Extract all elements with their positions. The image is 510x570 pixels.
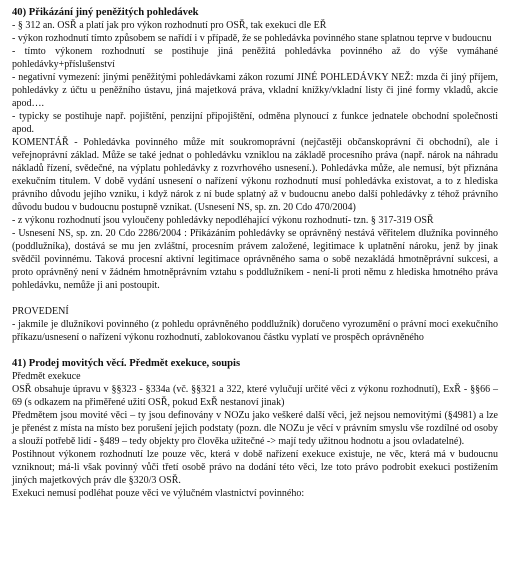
komentar-paragraph: KOMENTÁŘ - Pohledávka povinného může mít soukromoprávní (nejčastěji občanskoprávní či obchodní), ale i veřejnoprávní základ. Může se také jednat o pohledávku vzniklou na základě procesního práva (např. nárok na náhradu nákladů řízení, svědečné, na výplatu pohledávky z rozvrhového usnesení.). Pohledávka může, ale nemusí, být přiznána exekučním titulem. V době vydání usnesení o nařízení výkonu rozhodnutí musí pohledávka existovat, a to z hlediska právního důvodu jejího vzniku, i když nárok z ní bude splatný až v budoucnu anebo další pohledávky z téhož právního důvodu budou v budoucnu postupně vznikat. (Usnesení NS, sp. zn. 20 Cdo 470/2004) [12, 137, 498, 213]
section-41-paragraph: OSŘ obsahuje úpravu v §§323 - §334a (vč. §§321 a 322, které vylučují určité věci z výkonu rozhodnutí), ExŘ - §§66 – 69 (s odkazem na přiměřené užití OSŘ, pokud ExŘ nestanoví jinak) [12, 384, 498, 408]
section-41-subheading: Předmět exekuce [12, 371, 81, 382]
spacer [12, 292, 498, 305]
section-41-paragraph: Předmětem jsou movité věci – ty jsou definovány v NOZu jako veškeré další věci, jež nejsou nemovitými (§4981) a lze je přenést z místa na místo bez porušení jejich podstaty (pozn. dle NOZu je věcí v právním smyslu vše rozdílné od osoby a slouží potřebě lidí - §489 – tedy objekty pro člověka užitečné -> mají tedy užitnou hodnotu a jsou ovladatelné). [12, 410, 498, 447]
section-41-paragraph: Postihnout výkonem rozhodnutí lze pouze věc, která v době nařízení exekuce existuje, ne věc, která má v budoucnu vzniknout; má-li však povinný vůči třetí osobě právo na dodání této věci, lze toto právo podrobit exekuci postižením jiných majetkových práv dle §320/3 OSŘ. [12, 449, 498, 486]
spacer [12, 344, 498, 357]
section-40-paragraph: - z výkonu rozhodnutí jsou vyloučeny pohledávky nepodléhající výkonu rozhodnutí- tzn. § 317-319 OSŘ [12, 215, 434, 226]
section-40-paragraph: - tímto výkonem rozhodnutí se postihuje jiná peněžitá pohledávka povinného až do výše vymáhané pohledávky+příslušenství [12, 46, 498, 70]
section-40-paragraph: - negativní vymezení: jinými peněžitými pohledávkami zákon rozumí JINÉ POHLEDÁVKY NEŽ: mzda či jiný příjem, pohledávky z účtu u peněžního ústavu, jiná majetková práva, vkladní knížky/vkladní listy či jiné formy vkladů, akcie apod…. [12, 72, 498, 109]
section-41-heading: 41) Prodej movitých věcí. Předmět exekuce, soupis [12, 358, 241, 369]
section-40-paragraph: - výkon rozhodnutí tímto způsobem se nařídí i v případě, že se pohledávka povinného stane splatnou teprve v budoucnu [12, 33, 492, 44]
provedeni-paragraph: - jakmile je dlužníkovi povinného (z pohledu oprávněného poddlužník) doručeno vyrozumění o právní moci exekučního příkazu/usnesení o nařízení výkonu rozhodnutí, zablokovanou částku vyplatí ve prospěch oprávněného [12, 319, 498, 343]
section-40-heading: 40) Přikázání jiný peněžitých pohledávek [12, 7, 199, 18]
section-40-paragraph: - typicky se postihuje např. pojištění, penzijní připojištění, odměna plynoucí z funkce jednatele obchodní společnosti apod. [12, 111, 498, 135]
section-41-paragraph: Exekuci nemusí podléhat pouze věci ve výlučném vlastnictví povinného: [12, 488, 305, 499]
provedeni-heading: PROVEDENÍ [12, 306, 69, 317]
section-40-paragraph: - § 312 an. OSŘ a platí jak pro výkon rozhodnutí pro OSŘ, tak exekuci dle EŘ [12, 20, 327, 31]
usneseni-paragraph: - Usnesení NS, sp. zn. 20 Cdo 2286/2004 : Přikázáním pohledávky se oprávněný nestává věřitelem dlužníka povinného (poddlužníka), dostává se mu jen zvláštní, procesním právem založené, legitimace k uplatnění nároku, jenž by jinak svědčil povinnému. Taková procesní aktivní legitimace oprávněného sama o sobě nezakládá hmotněprávní sukcesi, a proto oprávněný není v žádném hmotněprávním vztahu s poddlužníkem - není-li proti němu z hlediska hmotného práva pohledávku, nemůže ji ani postoupit. [12, 228, 498, 291]
